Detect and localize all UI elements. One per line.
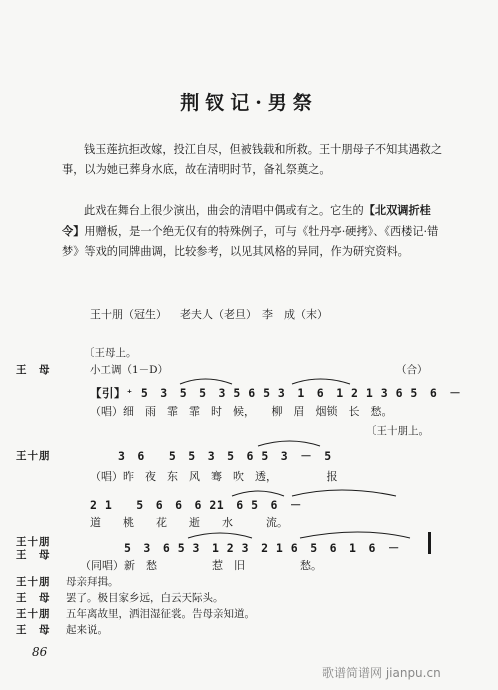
key-mode: 小工调（1－D） [90,364,169,376]
dialogue-line: 五年离故里，洒泪湿征裳。告母亲知道。 [66,608,255,620]
dialogue-speaker: 王 母 [16,624,51,636]
lyrics-line-2: （唱）昨 夜 东 风 骞 吹 透， 报 [90,470,338,483]
notation-line-2: 3 6 5 5 3 5 6 5 3 － 5 [118,449,332,463]
intro-paragraph-2-rest: 用赠板，是一个绝无仅有的特殊例子，可与《牡丹亭·硬拷》、《西楼记·错梦》等戏的同牌曲调，比较参考，以见其风格的异同，作为研究资料。 [62,225,439,258]
slur-mark [180,379,232,384]
intro-paragraph-1: 钱玉莲抗拒改嫁，投江自尽，但被钱载和所救。王十朋母子不知其遇救之事，以为她已葬身水底，故在清明时节，备礼祭奠之。 [62,143,443,176]
lyrics-line-4: （同唱）新 愁 惹 旧 愁。 [80,559,322,572]
page-title: 荆钗记·男祭 [180,92,318,114]
speaker-label: 王十朋 [16,450,51,462]
dialogue-speaker: 王十朋 [16,608,51,620]
dialogue-speaker: 王 母 [16,592,51,604]
dialogue-line: 罢了。极目家乡远，白云天际头。 [66,592,224,604]
cast-role-old-lady: 老夫人（老旦） [180,308,257,321]
speaker-label: 王 母 [16,549,51,561]
watermark: 歌谱简谱网 jianpu.cn [322,666,441,680]
page-number: 86 [32,645,48,659]
lyrics-line-1: （唱）细 雨 霏 霏 时 候， 柳 眉 烟锁 长 愁。 [90,405,393,418]
slur-mark [292,490,396,496]
notation-line-3: 2 1 5 6 6 6 21 6 5 6 － [90,498,302,512]
dialogue-speaker: 王十朋 [16,576,51,588]
slur-mark [300,532,410,538]
dialogue-line: 起来说。 [66,624,108,636]
notation-line-4: 5 3 6 5 3 1 2 3 2 1 6 5 6 1 6 － [124,541,400,555]
slur-mark [188,533,252,538]
cast-role-li-cheng: 李 成（末） [262,308,328,321]
slur-mark [232,491,284,496]
stage-direction-2: 〔王十朋上。 [366,425,429,437]
slur-mark [258,441,320,446]
intro-paragraph-2-lead: 此戏在舞台上很少演出，曲会的清唱中偶或有之。它生的 [84,204,364,217]
dialogue-line: 母亲拜揖。 [66,576,119,588]
speaker-label: 王十朋 [16,536,51,548]
slur-mark [292,379,350,384]
speaker-label: 王 母 [16,364,51,376]
stage-direction-1: 〔王母上。 [84,347,137,359]
notation-line-1: 【引】⁺ 5 3 5 5 3 5 6 5 3 1 6 1 2 1 3 6 5 6 － [90,386,462,400]
tune-name: 【北双调折桂令】 [62,203,431,238]
chorus-marker: （合） [396,364,428,376]
cast-role-wang-shipeng: 王十朋（冠生） [90,308,167,321]
lyrics-line-3: 道 桃 花 逝 水 流。 [90,516,288,529]
